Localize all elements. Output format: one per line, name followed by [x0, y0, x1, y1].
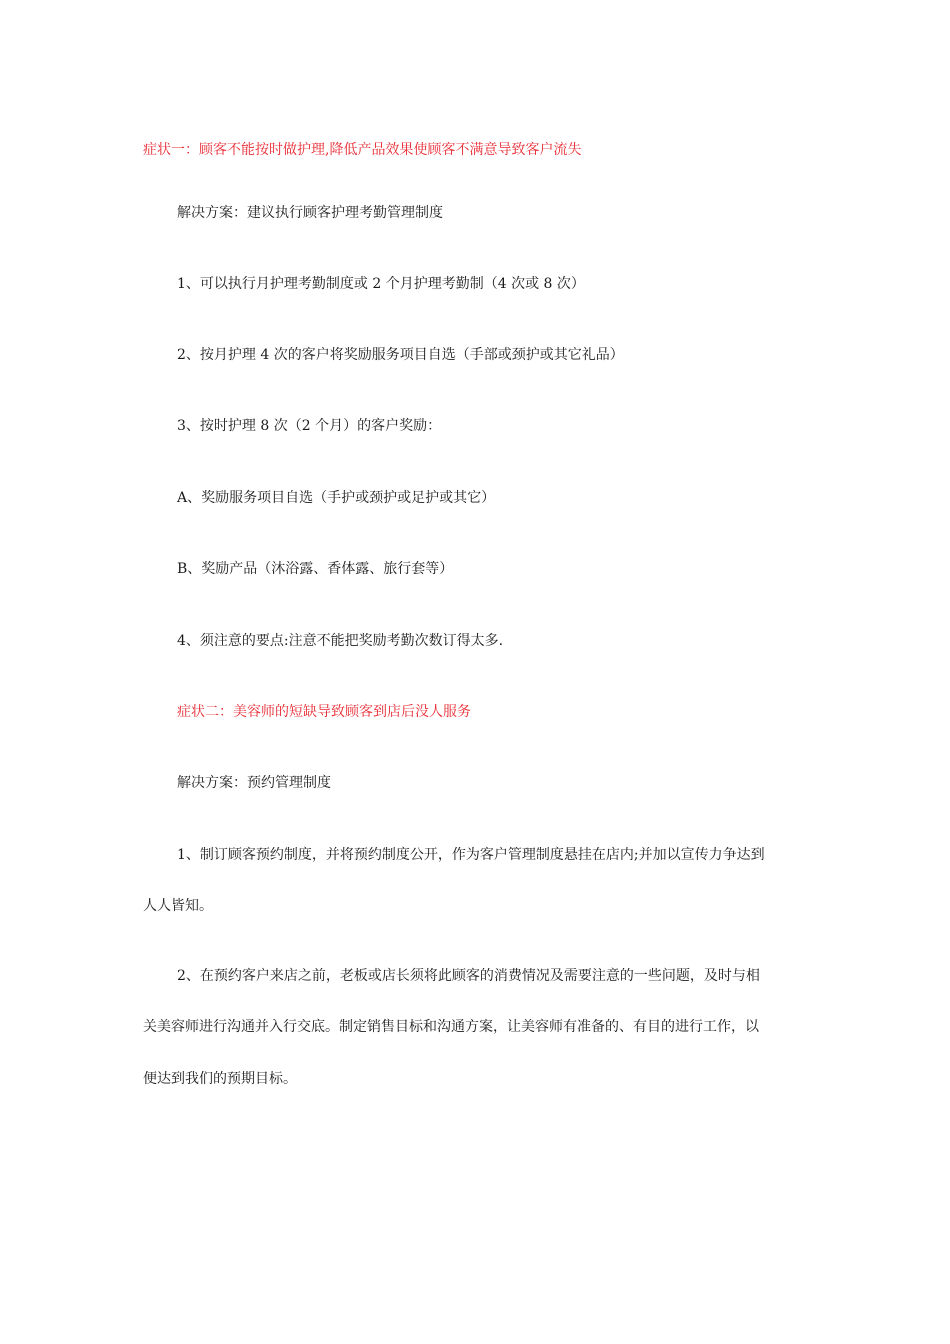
- symptom-two-heading: 症状二：美容师的短缺导致顾客到店后没人服务: [177, 704, 471, 720]
- solution-one-item-4: 4、须注意的要点:注意不能把奖励考勤次数订得太多.: [177, 633, 504, 649]
- solution-two-item-1-line-1: 1、制订顾客预约制度，并将预约制度公开，作为客户管理制度悬挂在店内;并加以宣传力争达到: [177, 847, 765, 863]
- solution-one-item-1: 1、可以执行月护理考勤制度或 2 个月护理考勤制（4 次或 8 次）: [177, 276, 585, 292]
- solution-two-item-2-line-1: 2、在预约客户来店之前，老板或店长须将此顾客的消费情况及需要注意的一些问题，及时与相: [177, 968, 760, 984]
- solution-one-item-3a: A、奖励服务项目自选（手护或颈护或足护或其它）: [177, 490, 496, 506]
- solution-one-item-2: 2、按月护理 4 次的客户将奖励服务项目自选（手部或颈护或其它礼品）: [177, 347, 624, 363]
- solution-one-item-3b: B、奖励产品（沐浴露、香体露、旅行套等）: [177, 561, 454, 577]
- solution-two-item-1-line-2: 人人皆知。: [143, 898, 213, 914]
- solution-two-item-2-line-2: 关美容师进行沟通并入行交底。制定销售目标和沟通方案，让美容师有准备的、有目的进行工作，以: [143, 1019, 759, 1035]
- solution-two-text: 解决方案：预约管理制度: [177, 775, 331, 791]
- solution-two-item-2-line-3: 便达到我们的预期目标。: [143, 1071, 297, 1087]
- solution-one-text: 解决方案：建议执行顾客护理考勤管理制度: [177, 205, 443, 221]
- solution-one-item-3: 3、按时护理 8 次（2 个月）的客户奖励：: [177, 418, 442, 434]
- symptom-one-heading: 症状一：顾客不能按时做护理,降低产品效果使顾客不满意导致客户流失: [143, 142, 582, 158]
